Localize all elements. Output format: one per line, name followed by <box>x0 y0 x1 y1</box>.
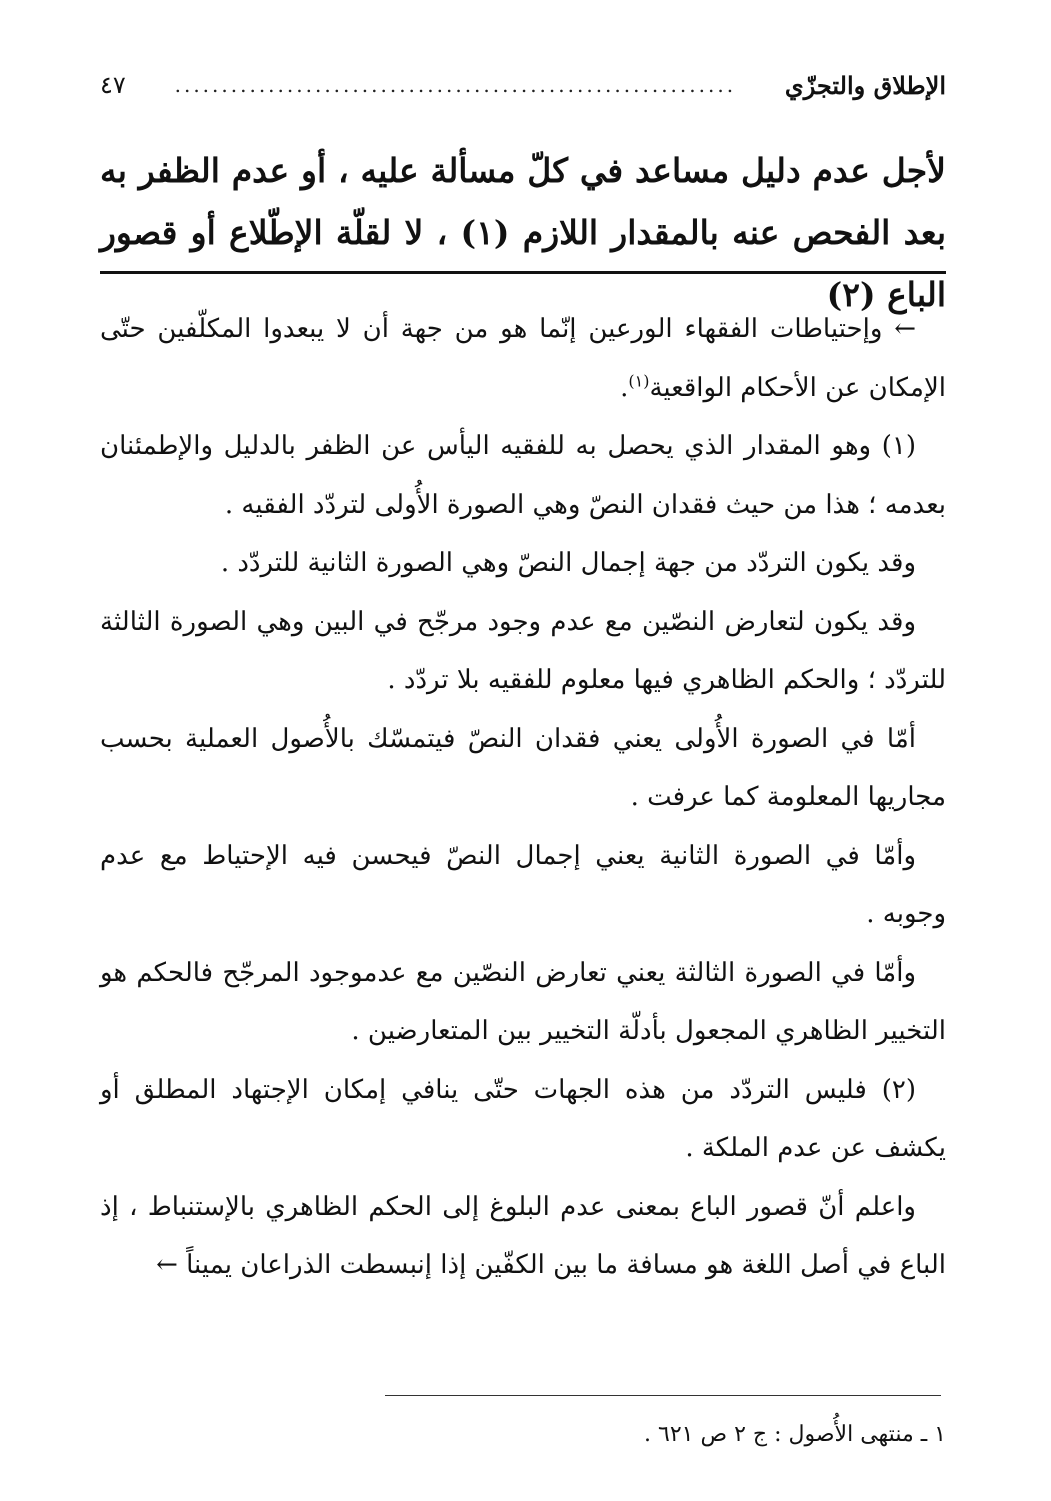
running-header <box>100 62 946 108</box>
note-paragraph <box>100 534 946 593</box>
footnote-reference: (١) <box>628 370 650 390</box>
note-text: واعلم أنّ قصور الباع بمعنى عدم البلوغ إلى الحكم الظاهري بالإستنباط ، إذ الباع في أصل اللغة هو مسافة ما بين الكفّين إذا إنبسطت الذراعان يميناً ← <box>100 1191 946 1280</box>
main-text: لأجل عدم دليل مساعد في كلّ مسألة عليه ، أو عدم الظفر به بعد الفحص عنه بالمقدار اللازم (١) ، لا لقلّة الإطّلاع أو قصور الباع (٢) <box>100 151 947 314</box>
note-paragraph <box>100 300 946 417</box>
note-paragraph <box>100 944 946 1061</box>
header-leader-dots: ............................................................ <box>174 73 737 97</box>
note-paragraph <box>100 1061 946 1178</box>
note-text: أمّا في الصورة الأُولى يعني فقدان النصّ فيتمسّك بالأُصول العملية بحسب مجاريها المعلومة كما عرفت . <box>100 723 946 812</box>
note-text: وقد يكون لتعارض النصّين مع عدم وجود مرجّح في البين وهي الصورة الثالثة للتردّد ؛ والحكم الظاهري فيها معلوم للفقيه بلا تردّد . <box>100 606 946 695</box>
note-text: (٢) فليس التردّد من هذه الجهات حتّى ينافي إمكان الإجتهاد المطلق أو يكشف عن عدم الملكة . <box>100 1074 946 1163</box>
note-text: وأمّا في الصورة الثالثة يعني تعارض النصّين مع عدموجود المرجّح فالحكم هو التخيير الظاهري المجعول بأدلّة التخيير بين المتعارضين . <box>100 957 946 1046</box>
page-number: ٤٧ <box>100 71 126 99</box>
note-text: (١) وهو المقدار الذي يحصل به للفقيه اليأس عن الظفر بالدليل والإطمئنان بعدمه ؛ هذا من حيث فقدان النصّ وهي الصورة الأُولى لتردّد الفقيه . <box>100 431 946 520</box>
note-text: وقد يكون التردّد من جهة إجمال النصّ وهي الصورة الثانية للتردّد . <box>220 548 916 578</box>
note-text: وأمّا في الصورة الثانية يعني إجمال النصّ فيحسن فيه الإحتياط مع عدم وجوبه . <box>100 840 946 929</box>
note-paragraph <box>100 593 946 710</box>
main-text-divider <box>100 271 946 274</box>
footnote-divider <box>385 1395 941 1396</box>
note-paragraph <box>100 827 946 944</box>
chapter-title: الإطلاق والتجزّي <box>784 70 946 100</box>
note-paragraph <box>100 1178 946 1295</box>
commentary-notes <box>100 300 946 1295</box>
note-punctuation: . <box>620 372 629 403</box>
note-text: ← وإحتياطات الفقهاء الورعين إنّما هو من جهة أن لا يبعدوا المكلّفين حتّى الإمكان عن الأحكام الواقعية <box>100 314 946 403</box>
footnote: ١ ـ منتهى الأُصول : ج ٢ ص ٦٢١ . <box>644 1422 946 1447</box>
note-paragraph <box>100 710 946 827</box>
note-paragraph <box>100 417 946 534</box>
